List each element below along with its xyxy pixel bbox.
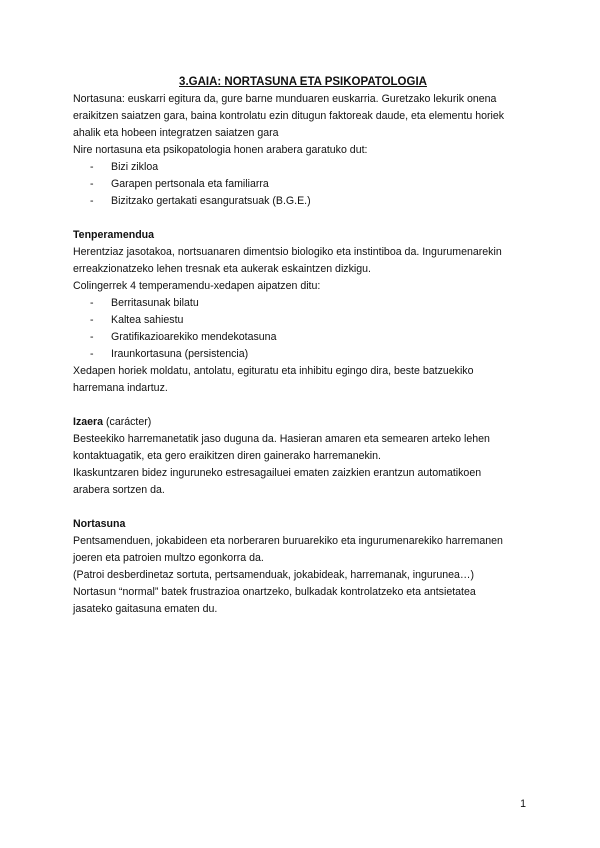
list-item: - Bizitzako gertakati esanguratsuak (B.G.E.) bbox=[73, 193, 533, 210]
section-heading-izaera: Izaera (carácter) bbox=[73, 416, 152, 428]
list-item: - Bizi zikloa bbox=[73, 159, 533, 176]
list-item: - Berritasunak bilatu bbox=[73, 295, 533, 312]
dash-bullet: - bbox=[90, 348, 94, 360]
dash-bullet: - bbox=[90, 297, 94, 309]
dash-bullet: - bbox=[90, 195, 94, 207]
document-title: 3.GAIA: NORTASUNA ETA PSIKOPATOLOGIA bbox=[179, 76, 427, 88]
paragraph-line: Besteekiko harremanetatik jaso duguna da. Hasieran amaren eta semearen arteko lehen bbox=[73, 433, 490, 445]
dash-bullet: - bbox=[90, 331, 94, 343]
list-item: - Garapen pertsonala eta familiarra bbox=[73, 176, 533, 193]
paragraph-line: Xedapen horiek moldatu, antolatu, egituratu eta inhibitu egingo dira, beste batzuekiko bbox=[73, 365, 474, 377]
paragraph-line: erreakzionatzeko lehen tresnak eta aukerak eskaintzen dizkigu. bbox=[73, 263, 371, 275]
list-item: - Kaltea sahiestu bbox=[73, 312, 533, 329]
paragraph-line: jasateko gaitasuna ematen du. bbox=[73, 603, 218, 615]
paragraph-line: harremana indartuz. bbox=[73, 382, 168, 394]
intro-line-2: eraikitzen saiatzen gara, baina kontrolatu ezin ditugun faktoreak daude, eta elementu horiek bbox=[73, 110, 505, 122]
intro-line-1: Nortasuna: euskarri egitura da, gure barne munduaren euskarria. Guretzako lekurik onena bbox=[73, 93, 497, 105]
section-heading-nortasuna: Nortasuna bbox=[73, 518, 126, 530]
intro-line-4: Nire nortasuna eta psikopatologia honen arabera garatuko dut: bbox=[73, 144, 368, 156]
dash-bullet: - bbox=[90, 314, 94, 326]
intro-list bbox=[73, 159, 533, 210]
dash-bullet: - bbox=[90, 178, 94, 190]
list-item: - Gratifikazioarekiko mendekotasuna bbox=[73, 329, 533, 346]
paragraph-line: joeren eta patroien multzo egonkorra da. bbox=[73, 552, 264, 564]
paragraph-line: kontaktuagatik, eta gero eraikitzen diren gainerako harremanekin. bbox=[73, 450, 381, 462]
list-item: - Iraunkortasuna (persistencia) bbox=[73, 346, 533, 363]
document-page bbox=[73, 74, 533, 618]
paragraph-line: Ikaskuntzaren bidez inguruneko estresagailuei ematen zaizkien erantzun automatikoen bbox=[73, 467, 482, 479]
paragraph-line: arabera sortzen da. bbox=[73, 484, 165, 496]
dash-bullet: - bbox=[90, 161, 94, 173]
tenperamendu-list bbox=[73, 295, 533, 363]
section-heading-tenperamendua: Tenperamendua bbox=[73, 229, 155, 241]
paragraph-line: Herentziaz jasotakoa, nortsuanaren dimentsio biologiko eta instintiboa da. Ingurumenarekin bbox=[73, 246, 502, 258]
paragraph-line: Nortasun “normal” batek frustrazioa onartzeko, bulkadak kontrolatzeko eta antsietatea bbox=[73, 586, 476, 598]
paragraph-line: (Patroi desberdinetaz sortuta, pertsamenduak, jokabideak, harremanak, ingurunea…) bbox=[73, 569, 475, 581]
paragraph-line: Pentsamenduen, jokabideen eta norberaren buruarekiko eta ingurumenarekiko harremanen bbox=[73, 535, 503, 547]
page-number: 1 bbox=[520, 798, 526, 810]
paragraph-line: Colingerrek 4 temperamendu-xedapen aipatzen ditu: bbox=[73, 280, 321, 292]
intro-line-3: ahalik eta hobeen integratzen saiatzen gara bbox=[73, 127, 279, 139]
